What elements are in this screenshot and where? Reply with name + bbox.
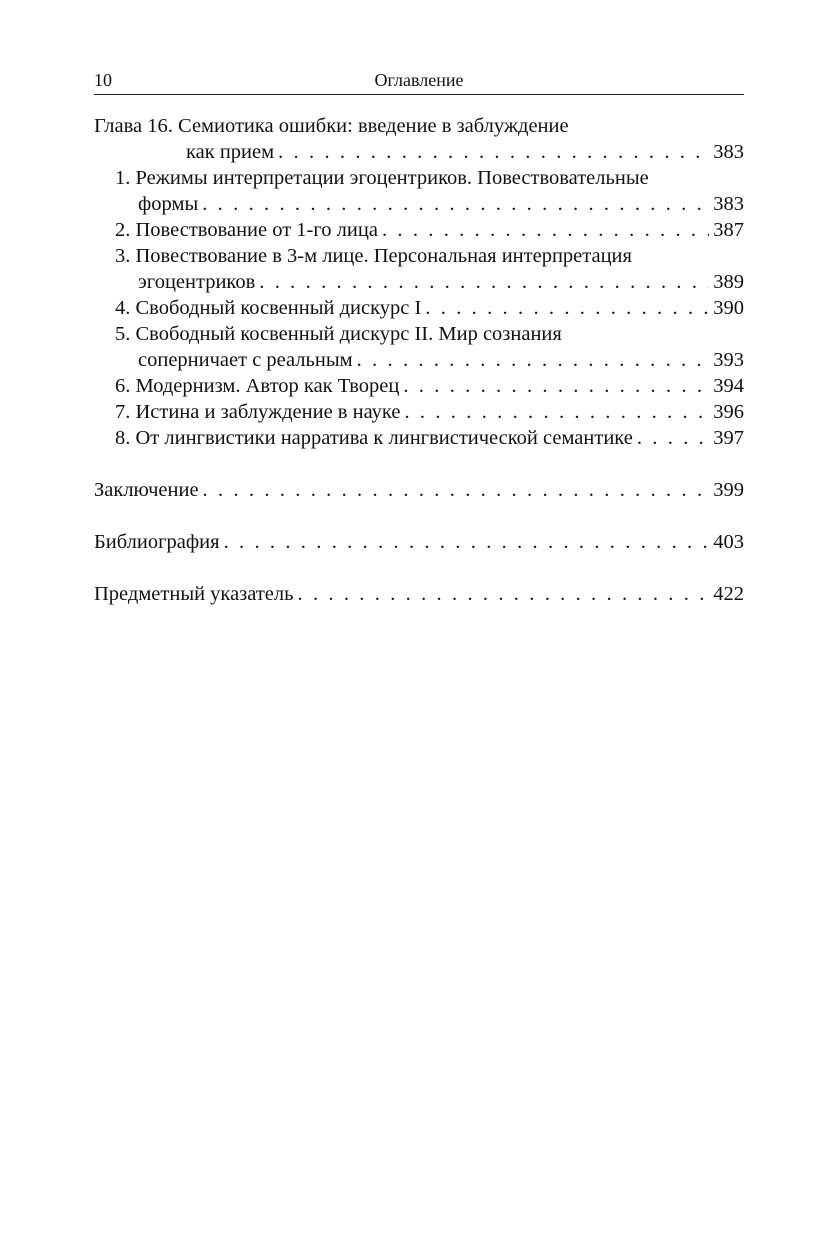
entry-title-cont: эгоцентриков (138, 271, 256, 293)
toc-entry-index[interactable] (94, 581, 744, 607)
page-number: 10 (94, 70, 112, 90)
toc-entry-1[interactable] (94, 165, 744, 191)
chapter-title-continuation[interactable] (94, 139, 744, 165)
dot-leader (199, 477, 710, 503)
running-title: Оглавление (374, 70, 464, 90)
toc-entry-1-cont[interactable] (94, 191, 744, 217)
toc-entry-3[interactable] (94, 243, 744, 269)
entry-page: 397 (713, 427, 744, 449)
entry-title: Предметный указатель (94, 583, 294, 605)
chapter-title-line (94, 113, 744, 139)
entry-title-cont: соперничает с реальным (138, 349, 353, 371)
entry-title: 4. Свободный косвенный дискурс I (115, 297, 422, 319)
entry-title: Заключение (94, 479, 199, 501)
entry-title: 5. Свободный косвенный дискурс II. Мир сознания (115, 323, 562, 345)
dot-leader (378, 217, 709, 243)
spacer (94, 451, 744, 477)
dot-leader (255, 269, 709, 295)
dot-leader (198, 191, 709, 217)
dot-leader (421, 295, 709, 321)
entry-page: 389 (713, 271, 744, 293)
running-header (94, 68, 744, 95)
entry-page: 422 (713, 583, 744, 605)
entry-title: Библиография (94, 531, 220, 553)
dot-leader (633, 425, 709, 451)
toc-entry-6[interactable] (94, 373, 744, 399)
entry-page: 383 (713, 193, 744, 215)
spacer (94, 503, 744, 529)
entry-page: 396 (713, 401, 744, 423)
dot-leader (294, 581, 710, 607)
entry-page: 399 (713, 479, 744, 501)
entry-title: 7. Истина и заблуждение в науке (115, 401, 401, 423)
dot-leader (220, 529, 710, 555)
entry-title-cont: формы (138, 193, 199, 215)
table-of-contents (94, 113, 744, 607)
toc-entry-5[interactable] (94, 321, 744, 347)
entry-title: 6. Модернизм. Автор как Творец (115, 375, 400, 397)
chapter-title: Глава 16. Семиотика ошибки: введение в заблуждение (94, 115, 569, 137)
toc-entry-3-cont[interactable] (94, 269, 744, 295)
entry-page: 393 (713, 349, 744, 371)
dot-leader (274, 139, 709, 165)
entry-page: 394 (713, 375, 744, 397)
toc-entry-7[interactable] (94, 399, 744, 425)
entry-page: 403 (713, 531, 744, 553)
dot-leader (399, 373, 709, 399)
toc-entry-4[interactable] (94, 295, 744, 321)
entry-title: 2. Повествование от 1-го лица (115, 219, 378, 241)
chapter-title-cont: как прием (186, 141, 275, 163)
toc-entry-bibliography[interactable] (94, 529, 744, 555)
entry-title: 8. От лингвистики нарратива к лингвистической семантике (115, 427, 633, 449)
entry-title: 3. Повествование в 3-м лице. Персональная интерпретация (115, 245, 632, 267)
spacer (94, 555, 744, 581)
dot-leader (400, 399, 709, 425)
entry-page: 387 (713, 219, 744, 241)
chapter-page: 383 (713, 141, 744, 163)
toc-entry-5-cont[interactable] (94, 347, 744, 373)
toc-entry-conclusion[interactable] (94, 477, 744, 503)
toc-entry-2[interactable] (94, 217, 744, 243)
toc-entry-8[interactable] (94, 425, 744, 451)
entry-title: 1. Режимы интерпретации эгоцентриков. Повествовательные (115, 167, 649, 189)
entry-page: 390 (713, 297, 744, 319)
dot-leader (353, 347, 710, 373)
